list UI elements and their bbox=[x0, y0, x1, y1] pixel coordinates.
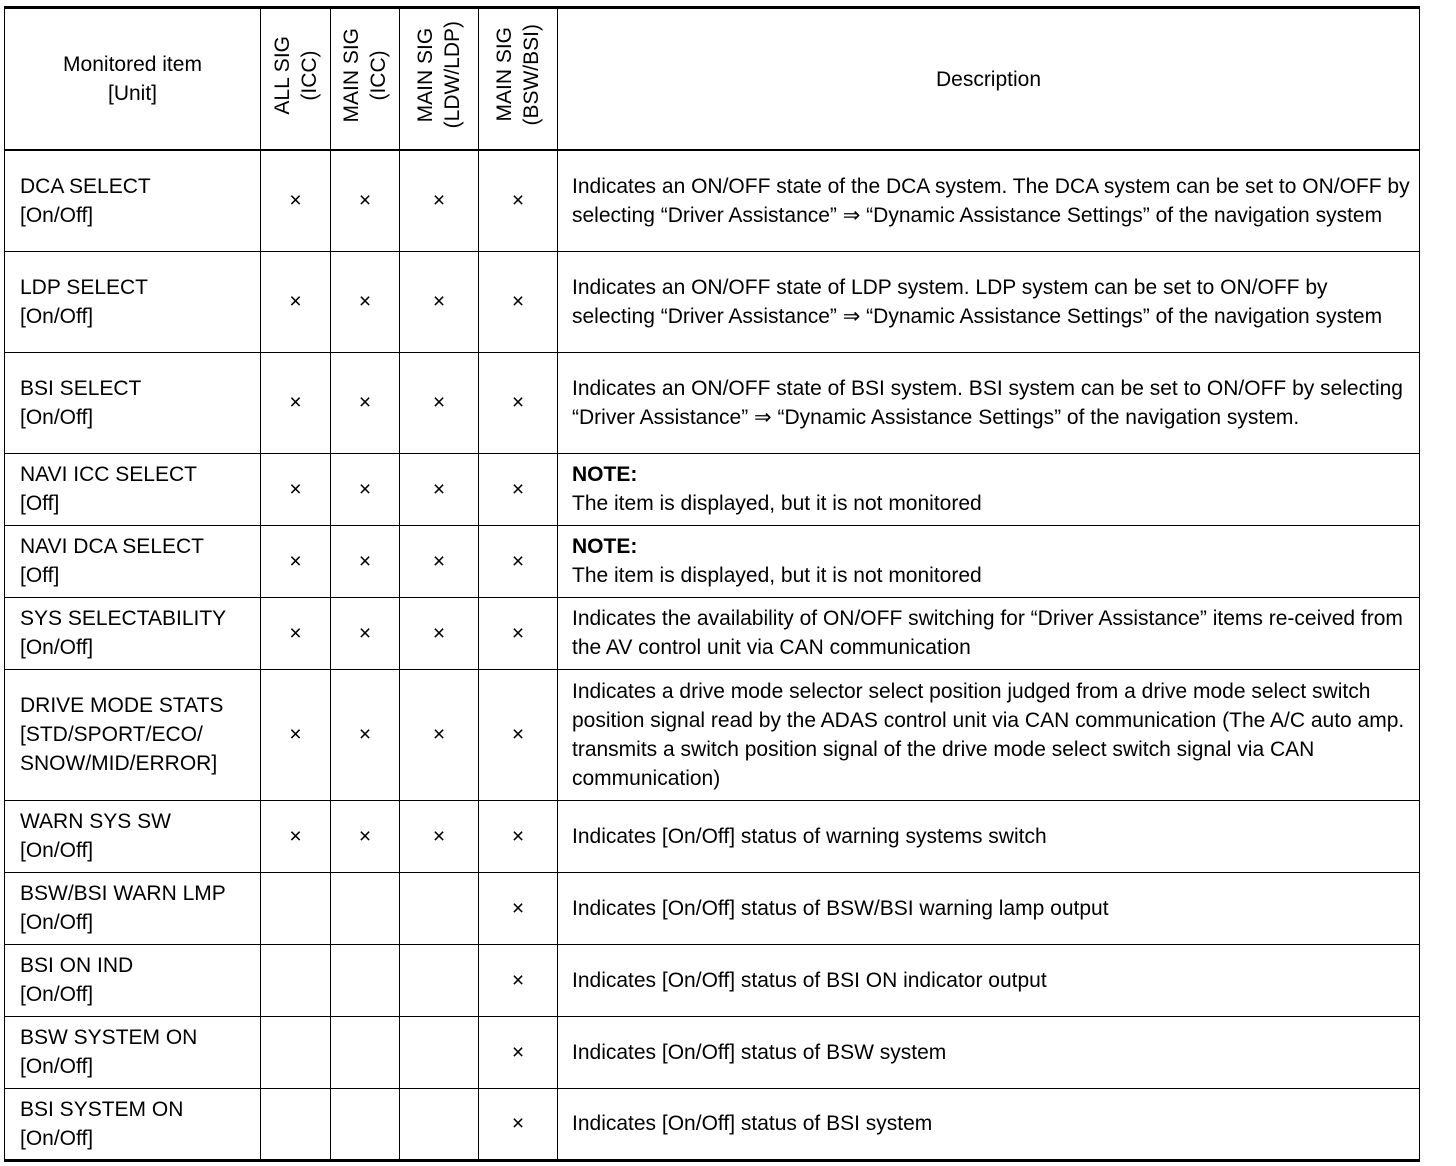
description-cell bbox=[558, 597, 1420, 669]
description-text: Indicates [On/Off] status of BSI ON indicator output bbox=[572, 968, 1047, 992]
signal-mark-cell: × bbox=[331, 251, 400, 352]
item-name: BSI SYSTEM ON bbox=[20, 1097, 184, 1121]
signal-mark-cell bbox=[261, 1088, 331, 1160]
signal-mark-cell: × bbox=[479, 251, 558, 352]
table-row bbox=[5, 944, 1420, 1016]
signal-mark-cell bbox=[331, 944, 400, 1016]
item-unit: [On/Off] bbox=[20, 983, 94, 1006]
signal-mark-cell: × bbox=[400, 597, 479, 669]
signal-mark-cell: × bbox=[400, 669, 479, 800]
table-row bbox=[5, 352, 1420, 453]
item-name: DRIVE MODE STATS bbox=[20, 694, 224, 717]
signal-mark-cell: × bbox=[479, 1088, 558, 1160]
signal-mark-cell bbox=[261, 944, 331, 1016]
header-row bbox=[5, 8, 1420, 151]
description-cell bbox=[558, 800, 1420, 872]
description-cell bbox=[558, 251, 1420, 352]
monitored-item-cell bbox=[5, 669, 261, 800]
signal-mark-cell bbox=[400, 1088, 479, 1160]
monitored-item-cell bbox=[5, 251, 261, 352]
description-cell bbox=[558, 872, 1420, 944]
header-main-sig-ldw-ldp bbox=[400, 8, 479, 151]
signal-mark-cell: × bbox=[479, 525, 558, 597]
monitored-item-cell bbox=[5, 352, 261, 453]
table-row bbox=[5, 1088, 1420, 1160]
description-cell bbox=[558, 150, 1420, 251]
description-text: Indicates the availability of ON/OFF switching for “Driver Assistance” items re-ceived from the AV control unit via CAN communication bbox=[572, 607, 1403, 659]
description-text: Indicates [On/Off] status of BSW/BSI warning lamp output bbox=[572, 896, 1109, 920]
table-row bbox=[5, 872, 1420, 944]
signal-mark-cell: × bbox=[479, 669, 558, 800]
signal-mark-cell: × bbox=[331, 150, 400, 251]
table-row bbox=[5, 1016, 1420, 1088]
item-name: BSW SYSTEM ON bbox=[20, 1026, 198, 1049]
monitored-item-cell bbox=[5, 800, 261, 872]
signal-mark-cell bbox=[331, 1088, 400, 1160]
monitor-item-table bbox=[4, 6, 1420, 1162]
description-text: The item is displayed, but it is not monitored bbox=[572, 564, 982, 587]
signal-mark-cell: × bbox=[479, 1016, 558, 1088]
signal-mark-cell: × bbox=[400, 453, 479, 525]
item-name: DCA SELECT bbox=[20, 174, 151, 198]
signal-mark-cell: × bbox=[479, 453, 558, 525]
signal-mark-cell: × bbox=[479, 800, 558, 872]
description-cell bbox=[558, 352, 1420, 453]
note-label: NOTE: bbox=[572, 535, 638, 558]
item-unit: [Off] bbox=[20, 564, 60, 587]
description-cell bbox=[558, 453, 1420, 525]
monitored-item-cell bbox=[5, 1088, 261, 1160]
signal-mark-cell: × bbox=[261, 453, 331, 525]
table-row bbox=[5, 597, 1420, 669]
item-unit: [On/Off] bbox=[20, 405, 94, 429]
signal-mark-cell: × bbox=[400, 150, 479, 251]
signal-mark-cell: × bbox=[261, 150, 331, 251]
signal-mark-cell: × bbox=[331, 597, 400, 669]
signal-mark-cell: × bbox=[479, 944, 558, 1016]
signal-mark-cell: × bbox=[331, 800, 400, 872]
signal-mark-cell: × bbox=[261, 352, 331, 453]
signal-mark-cell: × bbox=[331, 669, 400, 800]
description-text: Indicates [On/Off] status of BSW system bbox=[572, 1040, 947, 1064]
signal-mark-cell: × bbox=[400, 800, 479, 872]
signal-mark-cell: × bbox=[331, 453, 400, 525]
item-unit: [On/Off] bbox=[20, 636, 94, 659]
description-text: Indicates an ON/OFF state of BSI system. BSI system can be set to ON/OFF by selecting “Driver Assistance” ⇒ “Dynamic Assistance Settings” of the navigation system. bbox=[572, 376, 1403, 429]
item-name: LDP SELECT bbox=[20, 275, 148, 299]
monitored-item-cell bbox=[5, 453, 261, 525]
monitored-item-cell bbox=[5, 944, 261, 1016]
description-text: Indicates an ON/OFF state of LDP system. LDP system can be set to ON/OFF by selecting “Driver Assistance” ⇒ “Dynamic Assistance Settings” of the navigation system bbox=[572, 275, 1383, 328]
signal-mark-cell bbox=[261, 872, 331, 944]
signal-mark-cell: × bbox=[261, 597, 331, 669]
description-cell bbox=[558, 1016, 1420, 1088]
signal-mark-cell bbox=[400, 944, 479, 1016]
signal-mark-cell bbox=[400, 1016, 479, 1088]
item-unit: [On/Off] bbox=[20, 1055, 94, 1078]
description-cell bbox=[558, 669, 1420, 800]
header-item-label: Monitored item bbox=[63, 53, 202, 76]
signal-mark-cell: × bbox=[479, 597, 558, 669]
item-name: BSI SELECT bbox=[20, 376, 142, 400]
signal-mark-cell bbox=[400, 872, 479, 944]
description-text: Indicates [On/Off] status of warning systems switch bbox=[572, 824, 1047, 848]
table-row bbox=[5, 150, 1420, 251]
monitored-item-cell bbox=[5, 872, 261, 944]
description-text: Indicates [On/Off] status of BSI system bbox=[572, 1112, 933, 1135]
item-unit: [On/Off] bbox=[20, 304, 94, 328]
header-sig-label: MAIN SIG (BSW/BSI) bbox=[493, 24, 543, 126]
monitored-item-cell bbox=[5, 150, 261, 251]
header-description: Description bbox=[558, 8, 1420, 151]
signal-mark-cell: × bbox=[261, 525, 331, 597]
item-name: WARN SYS SW bbox=[20, 810, 171, 833]
signal-mark-cell: × bbox=[479, 150, 558, 251]
table-row bbox=[5, 800, 1420, 872]
item-name: NAVI DCA SELECT bbox=[20, 535, 204, 558]
header-all-sig-icc bbox=[261, 8, 331, 151]
signal-mark-cell: × bbox=[400, 525, 479, 597]
monitored-item-cell bbox=[5, 597, 261, 669]
header-main-sig-icc bbox=[331, 8, 400, 151]
table-row bbox=[5, 453, 1420, 525]
signal-mark-cell: × bbox=[331, 525, 400, 597]
signal-mark-cell bbox=[331, 1016, 400, 1088]
signal-mark-cell: × bbox=[479, 872, 558, 944]
header-monitored-item bbox=[5, 8, 261, 151]
description-text: Indicates a drive mode selector select position judged from a drive mode select switch position signal read by the ADAS control unit via CAN communication (The A/C auto amp. transmits a switch position signal of the drive mode select switch signal via CAN communication) bbox=[572, 679, 1405, 790]
item-name: BSI ON IND bbox=[20, 954, 134, 977]
table-row bbox=[5, 251, 1420, 352]
item-name: SYS SELECTABILITY bbox=[20, 607, 227, 630]
signal-mark-cell: × bbox=[331, 352, 400, 453]
item-unit: [STD/SPORT/ECO/ SNOW/MID/ERROR] bbox=[20, 723, 218, 775]
header-main-sig-bsw-bsi bbox=[479, 8, 558, 151]
item-unit: [On/Off] bbox=[20, 911, 94, 934]
header-unit-label: [Unit] bbox=[107, 82, 157, 105]
item-name: BSW/BSI WARN LMP bbox=[20, 882, 226, 905]
monitored-item-cell bbox=[5, 525, 261, 597]
description-text: Indicates an ON/OFF state of the DCA system. The DCA system can be set to ON/OFF by selecting “Driver Assistance” ⇒ “Dynamic Assistance Settings” of the navigation system bbox=[572, 174, 1410, 227]
description-cell bbox=[558, 1088, 1420, 1160]
signal-mark-cell: × bbox=[261, 251, 331, 352]
signal-mark-cell: × bbox=[261, 669, 331, 800]
signal-mark-cell: × bbox=[261, 800, 331, 872]
description-text: The item is displayed, but it is not monitored bbox=[572, 492, 982, 515]
item-unit: [On/Off] bbox=[20, 1126, 94, 1150]
header-sig-label: MAIN SIG (ICC) bbox=[340, 27, 390, 123]
table-row bbox=[5, 525, 1420, 597]
header-sig-label: MAIN SIG (LDW/LDP) bbox=[414, 21, 464, 129]
description-cell bbox=[558, 944, 1420, 1016]
signal-mark-cell: × bbox=[479, 352, 558, 453]
signal-mark-cell bbox=[261, 1016, 331, 1088]
item-unit: [On/Off] bbox=[20, 203, 94, 227]
note-label: NOTE: bbox=[572, 463, 638, 486]
signal-mark-cell: × bbox=[400, 352, 479, 453]
item-unit: [On/Off] bbox=[20, 839, 94, 862]
signal-mark-cell bbox=[331, 872, 400, 944]
monitored-item-cell bbox=[5, 1016, 261, 1088]
signal-mark-cell: × bbox=[400, 251, 479, 352]
item-unit: [Off] bbox=[20, 492, 60, 515]
header-sig-label: ALL SIG (ICC) bbox=[270, 35, 321, 115]
item-name: NAVI ICC SELECT bbox=[20, 463, 197, 486]
table-row bbox=[5, 669, 1420, 800]
description-cell bbox=[558, 525, 1420, 597]
